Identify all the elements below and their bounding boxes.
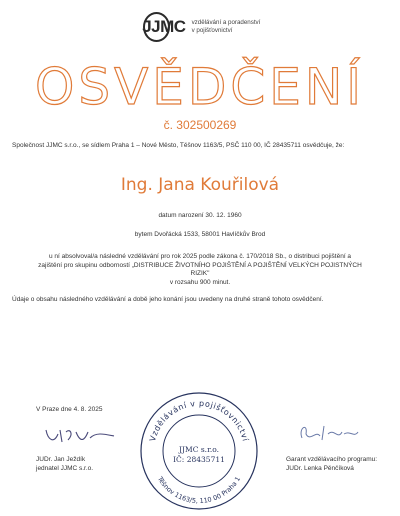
birth-date: datum narození 30. 12. 1960	[158, 212, 242, 219]
right-signatory	[286, 455, 377, 473]
body-line-2: zajištění pro skupinu odborností „DISTRIBUCE ŽIVOTNÍHO POJIŠTĚNÍ A POJIŠTĚNÍ VELKÝCH POJISTNÝCH RIZIK"	[38, 261, 362, 277]
certificate-number: č. 302500269	[163, 118, 237, 132]
body-line-3: v rozsahu 900 minut.	[169, 278, 231, 286]
certificate-note: Údaje o obsahu následného vzdělávání a době jeho konání jsou uvedeny na druhé straně tohoto osvědčení.	[12, 296, 324, 303]
company-logo	[143, 10, 263, 44]
certificate-body	[30, 253, 370, 287]
stamp-center-2: IČ: 28435711	[173, 455, 225, 464]
left-signature-image	[40, 424, 120, 448]
stamp-ring-bottom: Těšnov 1163/5, 110 00 Praha 1	[155, 475, 243, 506]
right-signatory-role: Garant vzdělávacího programu:	[286, 456, 378, 463]
logo-tagline-2: v pojišťovnictví	[191, 27, 233, 34]
holder-name: Ing. Jana Kouřilová	[120, 175, 280, 195]
right-signatory-name: JUDr. Lenka Pěnčíková	[286, 465, 354, 472]
logo-circle-icon	[143, 12, 170, 42]
left-signatory	[36, 455, 93, 473]
stamp-center-1: JJMC s.r.o.	[179, 445, 219, 454]
address: bytem Dvořácká 1533, 58001 Havlíčkův Brod	[134, 231, 266, 238]
left-signatory-name: JUDr. Jan Ježdík	[36, 456, 86, 463]
company-stamp	[134, 386, 264, 516]
logo-tagline	[192, 19, 263, 35]
certificate-intro: Společnost JJMC s.r.o., se sídlem Praha 1 – Nové Město, Těšnov 1163/5, PSČ 110 00, IČ 28435711 osvědčuje, že:	[12, 142, 345, 149]
logo-tagline-1: vzdělávání a poradenství	[191, 19, 261, 26]
body-line-1: u ní absolvoval/a následné vzdělávání pro rok 2025 podle zákona č. 170/2018 Sb., o distribuci pojištění a	[48, 253, 352, 260]
right-signature-image	[292, 418, 362, 448]
certificate-title: OSVĚDČENÍ	[34, 58, 366, 116]
stamp-ring-text: Vzdělávání v pojišťovnictví	[148, 398, 250, 443]
place-date: V Praze dne 4. 8. 2025	[36, 406, 103, 413]
left-signatory-role: jednatel JJMC s.r.o.	[36, 465, 94, 472]
logo-brand: JJMC	[142, 17, 186, 36]
